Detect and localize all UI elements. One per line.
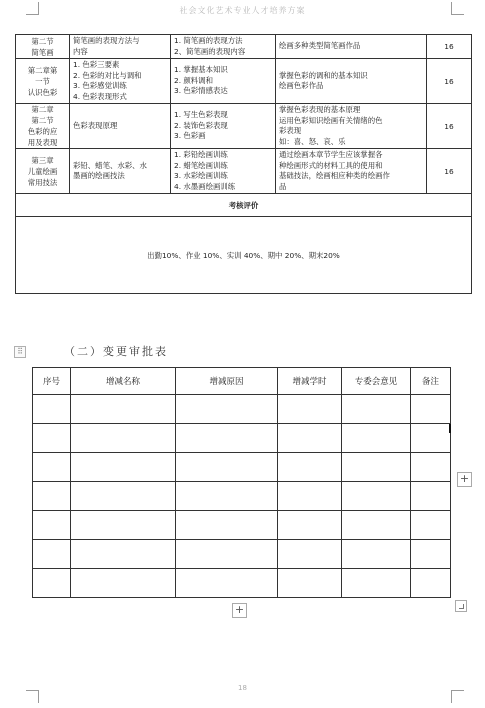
table-row <box>33 395 451 424</box>
empty-cell[interactable] <box>71 511 176 540</box>
empty-cell[interactable] <box>71 569 176 598</box>
cell-line: 1. 掌握基本知识 <box>174 65 228 75</box>
content-cell[interactable] <box>70 59 171 104</box>
cell-line: 掌握色彩表现的基本原理 <box>279 105 361 114</box>
chapter-cell[interactable] <box>16 59 70 104</box>
hours-cell[interactable]: 16 <box>427 149 472 194</box>
empty-cell[interactable] <box>278 453 342 482</box>
cell-line: 4. 水墨画绘画训练 <box>174 181 236 191</box>
course-row <box>16 104 472 149</box>
course-row <box>16 149 472 194</box>
evaluation-text[interactable]: 出勤10%、作业 10%、实训 40%、期中 20%、期末20% <box>16 217 472 294</box>
goal-cell[interactable] <box>276 104 427 149</box>
cell-line: 认识色彩 <box>27 87 58 97</box>
empty-cell[interactable] <box>33 395 71 424</box>
cell-line: 简笔画 <box>31 47 54 57</box>
table-move-handle[interactable]: ⠿ <box>14 346 26 358</box>
column-header[interactable]: 序号 <box>33 368 71 395</box>
empty-cell[interactable] <box>342 453 411 482</box>
change-approval-table <box>32 367 451 598</box>
text-cursor <box>449 424 451 433</box>
hours-cell[interactable]: 16 <box>427 35 472 59</box>
cell-line: 3. 水彩绘画训练 <box>174 171 228 180</box>
empty-cell[interactable] <box>71 540 176 569</box>
empty-cell[interactable] <box>278 511 342 540</box>
cell-line: 第三章 <box>31 155 54 165</box>
cell-line: 运用色彩知识绘画有关情绪的色 <box>279 115 383 125</box>
cell-line: 色彩的应 <box>27 127 58 136</box>
hours-cell[interactable]: 16 <box>427 59 472 104</box>
cell-line: 第二节 <box>31 36 54 46</box>
cell-line: 掌握色彩的调和的基本知识 <box>279 70 368 80</box>
page-header: 社会文化艺术专业人才培养方案 <box>179 6 306 15</box>
cell-line: 如：喜、怒、哀、乐 <box>279 136 346 146</box>
empty-cell[interactable] <box>411 424 451 453</box>
empty-cell[interactable] <box>342 511 411 540</box>
cell-line: 基础技法，绘画相应种类的绘画作 <box>279 171 390 180</box>
page-number: 18 <box>238 684 247 692</box>
cell-line: 1. 彩铅绘画训练 <box>174 150 228 159</box>
cell-line: 儿童绘画 <box>27 166 58 176</box>
column-header[interactable]: 专委会意见 <box>342 368 411 395</box>
empty-cell[interactable] <box>176 569 278 598</box>
goal-cell[interactable] <box>276 35 427 59</box>
empty-cell[interactable] <box>411 569 451 598</box>
cell-line: 第二章 <box>31 105 54 114</box>
cell-line: 2. 装饰色彩表现 <box>174 120 228 130</box>
empty-cell[interactable] <box>71 424 176 453</box>
cell-line: 4. 色彩表现形式 <box>73 91 127 101</box>
empty-cell[interactable] <box>33 569 71 598</box>
cell-line: 用及表现 <box>27 138 58 147</box>
cell-line: 内容 <box>73 46 88 56</box>
cell-line: 绘画色彩作品 <box>279 81 324 90</box>
empty-cell[interactable] <box>176 511 278 540</box>
add-row-button[interactable]: + <box>232 603 247 618</box>
table-row <box>33 453 451 482</box>
cell-line: 绘画多种类型简笔画作品 <box>279 41 361 51</box>
cell-line: 3. 色彩情感表达 <box>174 86 228 96</box>
content-cell[interactable] <box>70 35 171 59</box>
crop-mark-top-left <box>26 2 39 15</box>
empty-cell[interactable] <box>176 453 278 482</box>
empty-cell[interactable] <box>411 395 451 424</box>
cell-line: 色彩表现原理 <box>73 120 118 130</box>
cell-line: 种绘画形式的材料工具的使用和 <box>279 160 383 170</box>
content-cell[interactable] <box>70 104 171 149</box>
cell-line: 2. 色彩的对比与调和 <box>73 70 142 80</box>
cell-line: 第二章第 <box>27 65 58 75</box>
empty-cell[interactable] <box>342 540 411 569</box>
empty-cell[interactable] <box>176 482 278 511</box>
empty-cell[interactable] <box>71 482 176 511</box>
crop-mark-top-right <box>451 2 464 15</box>
table-row <box>33 511 451 540</box>
knowledge-cell[interactable] <box>171 59 276 104</box>
chapter-cell[interactable] <box>16 149 70 194</box>
empty-cell[interactable] <box>278 540 342 569</box>
empty-cell[interactable] <box>176 540 278 569</box>
table-resize-handle[interactable] <box>455 600 467 612</box>
empty-cell[interactable] <box>33 424 71 453</box>
cell-line: 一节 <box>35 76 50 86</box>
course-row <box>16 35 472 59</box>
empty-cell[interactable] <box>278 395 342 424</box>
cell-line: 2. 颜料调和 <box>174 75 213 85</box>
cell-line: 1. 色彩三要素 <box>73 60 120 69</box>
empty-cell[interactable] <box>176 395 278 424</box>
empty-cell[interactable] <box>33 511 71 540</box>
empty-cell[interactable] <box>411 540 451 569</box>
content-cell[interactable] <box>70 149 171 194</box>
column-header[interactable]: 备注 <box>411 368 451 395</box>
empty-cell[interactable] <box>33 540 71 569</box>
section-title: （二）变更审批表 <box>64 345 168 358</box>
empty-cell[interactable] <box>33 482 71 511</box>
empty-cell[interactable] <box>342 395 411 424</box>
empty-cell[interactable] <box>342 424 411 453</box>
cell-line: 彩表现 <box>279 126 302 135</box>
column-header[interactable]: 增减学时 <box>278 368 342 395</box>
hours-cell[interactable]: 16 <box>427 104 472 149</box>
table-row <box>33 540 451 569</box>
cell-line: 2、简笔画的表现内容 <box>174 46 246 56</box>
cell-line: 第二节 <box>31 116 54 125</box>
knowledge-cell[interactable] <box>171 104 276 149</box>
empty-cell[interactable] <box>71 453 176 482</box>
empty-cell[interactable] <box>33 453 71 482</box>
cell-line: 2. 蜡笔绘画训练 <box>174 160 228 170</box>
empty-cell[interactable] <box>278 424 342 453</box>
cell-line: 3. 色彩画 <box>174 131 206 141</box>
table-row <box>33 482 451 511</box>
empty-cell[interactable] <box>342 569 411 598</box>
cell-line: 彩铅、蜡笔、水彩、水 <box>73 160 147 170</box>
empty-cell[interactable] <box>411 511 451 540</box>
column-header[interactable]: 增减名称 <box>71 368 176 395</box>
cell-line: 墨画的绘画技法 <box>73 171 125 180</box>
cell-line: 品 <box>279 181 287 191</box>
course-row <box>16 59 472 104</box>
table-row <box>33 569 451 598</box>
chapter-cell[interactable] <box>16 104 70 149</box>
column-header[interactable]: 增减原因 <box>176 368 278 395</box>
empty-cell[interactable] <box>411 482 451 511</box>
empty-cell[interactable] <box>342 482 411 511</box>
goal-cell[interactable] <box>276 149 427 194</box>
evaluation-title[interactable]: 考核评价 <box>16 194 472 217</box>
cell-line: 3. 色彩感觉训练 <box>73 81 127 90</box>
cell-line: 简笔画的表现方法与 <box>73 36 140 45</box>
cell-line: 1. 写生色彩表现 <box>174 110 228 120</box>
course-content-table <box>15 34 472 294</box>
cell-line: 常用技法 <box>27 177 58 187</box>
empty-cell[interactable] <box>278 482 342 511</box>
empty-cell[interactable] <box>411 453 451 482</box>
knowledge-cell[interactable] <box>171 35 276 59</box>
goal-cell[interactable] <box>276 59 427 104</box>
empty-cell[interactable] <box>71 395 176 424</box>
knowledge-cell[interactable] <box>171 149 276 194</box>
add-column-button[interactable]: + <box>457 472 472 487</box>
table-row <box>33 424 451 453</box>
empty-cell[interactable] <box>278 569 342 598</box>
empty-cell[interactable] <box>176 424 278 453</box>
cell-line: 通过绘画本章节学生应该掌握各 <box>279 150 383 159</box>
chapter-cell[interactable] <box>16 35 70 59</box>
cell-line: 1. 简笔画的表现方法 <box>174 36 243 45</box>
